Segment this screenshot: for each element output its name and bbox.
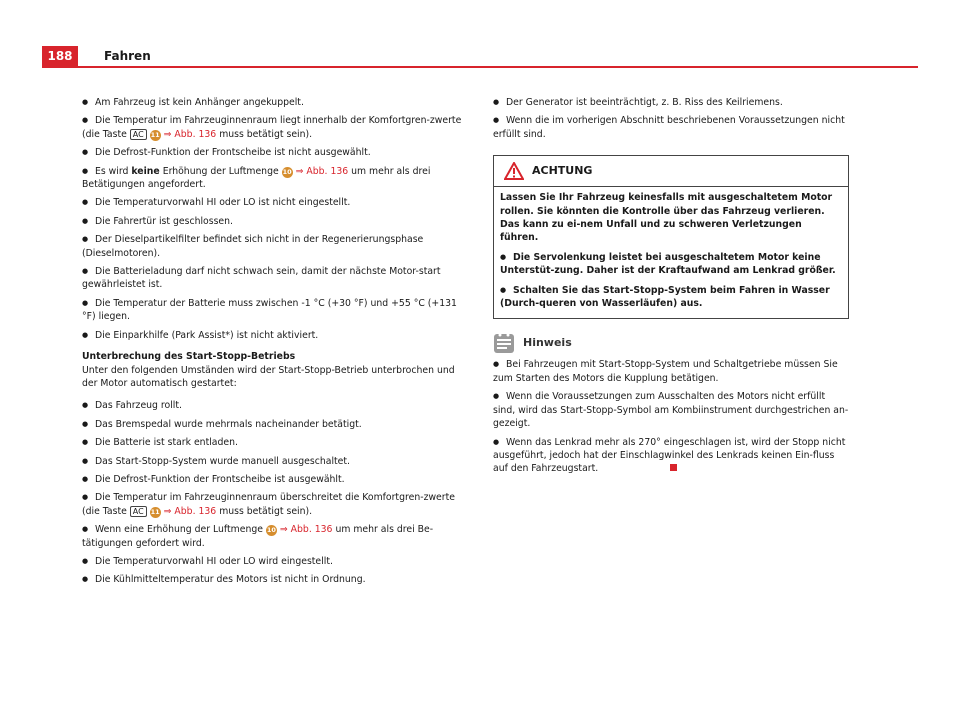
note-icon <box>493 332 515 358</box>
list-item: ● Die Defrost-Funktion der Frontscheibe ist ausgewählt. <box>82 473 464 486</box>
list-item: ● Die Kühlmitteltemperatur des Motors ist nicht in Ordnung. <box>82 573 464 586</box>
figure-reference-link[interactable]: ⇒ Abb. 136 <box>295 165 349 177</box>
ac-key-label: AC <box>130 129 147 140</box>
list-item-fan: ● Es wird keine Erhöhung der Luftmenge 10 ⇒ Abb. 136 um mehr als drei Betätigungen angefordert. <box>82 165 464 192</box>
list-item: ● Die Fahrertür ist geschlossen. <box>82 215 464 228</box>
warning-box <box>493 155 849 319</box>
left-column <box>82 96 464 592</box>
warning-header <box>494 156 848 187</box>
list-item: ● Die Temperatur der Batterie muss zwischen -1 °C (+30 °F) und +55 °C (+131 °F) liegen. <box>82 297 464 324</box>
end-of-section-marker <box>670 464 677 471</box>
warning-title: ACHTUNG <box>532 164 593 178</box>
warning-intro: Lassen Sie Ihr Fahrzeug keinesfalls mit ausgeschaltetem Motor rollen. Sie könnten die Kontrolle über das Fahrzeug verlieren. Das kann zu ei-nem Unfall und zu schweren Verletzungen führen. <box>500 192 833 244</box>
list-item-temperature: ● Die Temperatur im Fahrzeuginnenraum überschreitet die Komfortgren-zwerte (die Taste AC 11 ⇒ Abb. 136 muss betätigt sein). <box>82 491 464 518</box>
section-heading: Unterbrechung des Start-Stopp-Betriebs <box>82 351 296 363</box>
figure-reference-link[interactable]: ⇒ Abb. 136 <box>279 524 333 536</box>
list-item: ● Der Dieselpartikelfilter befindet sich nicht in der Regenerierungsphase (Dieselmotoren). <box>82 233 464 260</box>
callout-number: 10 <box>282 167 292 176</box>
list-item: ● Am Fahrzeug ist kein Anhänger angekuppelt. <box>82 96 464 109</box>
list-item: ● Die Batterie ist stark entladen. <box>82 436 464 449</box>
right-column <box>493 96 849 481</box>
callout-number: 10 <box>266 526 276 535</box>
list-item: ● Das Start-Stopp-System wurde manuell ausgeschaltet. <box>82 455 464 468</box>
list-item: ● Die Temperaturvorwahl HI oder LO wird eingestellt. <box>82 555 464 568</box>
list-item: ● Schalten Sie das Start-Stopp-System beim Fahren in Wasser (Durch-queren von Wasserläufen) aus. <box>500 284 842 311</box>
ac-key-label: AC <box>130 506 147 517</box>
page-header <box>42 46 918 68</box>
warning-body <box>494 187 848 318</box>
header-rule <box>42 66 918 68</box>
list-item: ● Die Temperaturvorwahl HI oder LO ist nicht eingestellt. <box>82 196 464 209</box>
list-item: ● Die Servolenkung leistet bei ausgeschaltetem Motor keine Unterstüt-zung. Daher ist der Kraftaufwand am Lenkrad größer. <box>500 251 842 278</box>
note-title: Hinweis <box>523 336 572 350</box>
page-number: 188 <box>42 46 78 66</box>
list-item: ● Das Bremspedal wurde mehrmals nacheinander betätigt. <box>82 418 464 431</box>
list-item: ● Das Fahrzeug rollt. <box>82 399 464 412</box>
callout-number: 11 <box>150 130 160 139</box>
figure-reference-link[interactable]: ⇒ Abb. 136 <box>163 505 217 517</box>
list-item: ● Der Generator ist beeinträchtigt, z. B. Riss des Keilriemens. <box>493 96 849 109</box>
figure-reference-link[interactable]: ⇒ Abb. 136 <box>163 128 217 140</box>
callout-number: 11 <box>150 507 160 516</box>
list-item-temperature: ● Die Temperatur im Fahrzeuginnenraum liegt innerhalb der Komfortgren-zwerte (die Taste AC 11 ⇒ Abb. 136 muss betätigt sein). <box>82 114 464 141</box>
list-item: ● Bei Fahrzeugen mit Start-Stopp-System und Schaltgetriebe müssen Sie zum Starten des Motors die Kupplung betätigen. <box>493 358 849 385</box>
list-item: ● Die Einparkhilfe (Park Assist*) ist nicht aktiviert. <box>82 329 464 342</box>
note-header <box>493 332 849 358</box>
chapter-title: Fahren <box>104 49 151 63</box>
list-item: ● Wenn das Lenkrad mehr als 270° eingeschlagen ist, wird der Stopp nicht ausgeführt, jedoch hat der Einschlagwinkel des Lenkrads keinen Ein-fluss auf den Fahrzeugstart. <box>493 436 849 476</box>
list-item: ● Die Defrost-Funktion der Frontscheibe ist nicht ausgewählt. <box>82 146 464 159</box>
list-item: ● Wenn die Voraussetzungen zum Ausschalten des Motors nicht erfüllt sind, wird das Start-Stopp-Symbol am Kombiinstrument durchgestrichen an-gezeigt. <box>493 390 849 430</box>
section-intro: Unter den folgenden Umständen wird der Start-Stopp-Betrieb unterbrochen und der Motor automatisch gestartet: <box>82 364 455 389</box>
list-item: ● Die Batterieladung darf nicht schwach sein, damit der nächste Motor-start gewährleistet ist. <box>82 265 464 292</box>
list-item-fan: ● Wenn eine Erhöhung der Luftmenge 10 ⇒ Abb. 136 um mehr als drei Be-tätigungen gefordert wird. <box>82 523 464 550</box>
list-item: ● Wenn die im vorherigen Abschnitt beschriebenen Voraussetzungen nicht erfüllt sind. <box>493 114 849 141</box>
warning-triangle-icon <box>504 162 524 184</box>
